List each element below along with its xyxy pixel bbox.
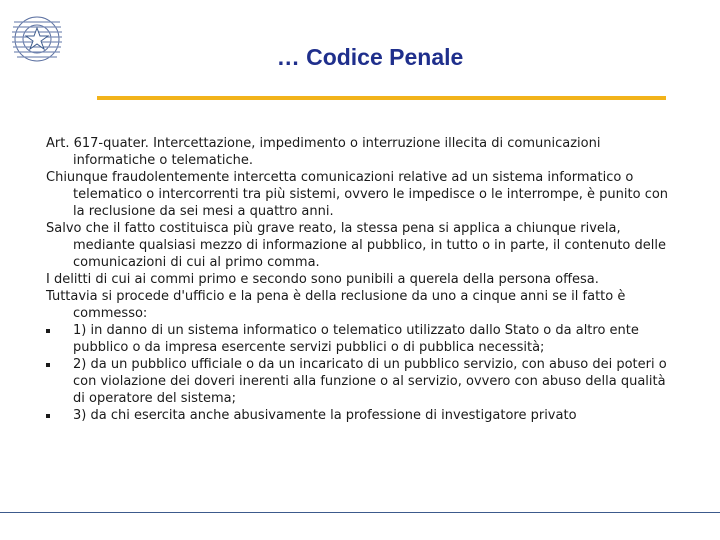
article-paragraph: Chiunque fraudolentemente intercetta comunicazioni relative ad un sistema informatico o telematico o intercorrenti tra più sistemi, ovvero le impedisce o le interrompe, è punito con la reclusione da sei mesi a quattro anni. <box>46 170 669 219</box>
bullet-icon <box>46 414 50 418</box>
article-paragraph: I delitti di cui ai commi primo e secondo sono punibili a querela della persona offesa. <box>46 272 599 287</box>
article-paragraph: Salvo che il fatto costituisca più grave reato, la stessa pena si applica a chiunque rivela, mediante qualsiasi mezzo di informazione al pubblico, in tutto o in parte, il contenuto delle comunicazioni di cui al primo comma. <box>46 221 666 270</box>
title-underline <box>97 96 666 100</box>
list-item <box>46 407 676 424</box>
article-body <box>46 135 676 424</box>
list-item-text: 3) da chi esercita anche abusivamente la professione di investigatore privato <box>73 408 577 423</box>
bullet-icon <box>46 329 50 333</box>
page-title: … Codice Penale <box>276 44 464 70</box>
list-item <box>46 322 676 356</box>
footer-divider <box>0 512 720 513</box>
list-item <box>46 356 676 407</box>
article-heading <box>46 135 676 169</box>
article-title: Intercettazione, impedimento o interruzione illecita di comunicazioni informatiche o telematiche. <box>73 136 601 168</box>
list-item-text: 1) in danno di un sistema informatico o telematico utilizzato dallo Stato o da altro ente pubblico o da impresa esercente servizi pubblici o di pubblica necessità; <box>73 323 639 355</box>
article-paragraph: Tuttavia si procede d'ufficio e la pena è della reclusione da uno a cinque anni se il fatto è commesso: <box>46 289 626 321</box>
article-number: Art. 617-quater. <box>46 136 149 151</box>
list-item-text: 2) da un pubblico ufficiale o da un incaricato di un pubblico servizio, con abuso dei poteri o con violazione dei doveri inerenti alla funzione o al servizio, ovvero con abuso della qualità di operatore del sistema; <box>73 357 667 406</box>
bullet-icon <box>46 363 50 367</box>
